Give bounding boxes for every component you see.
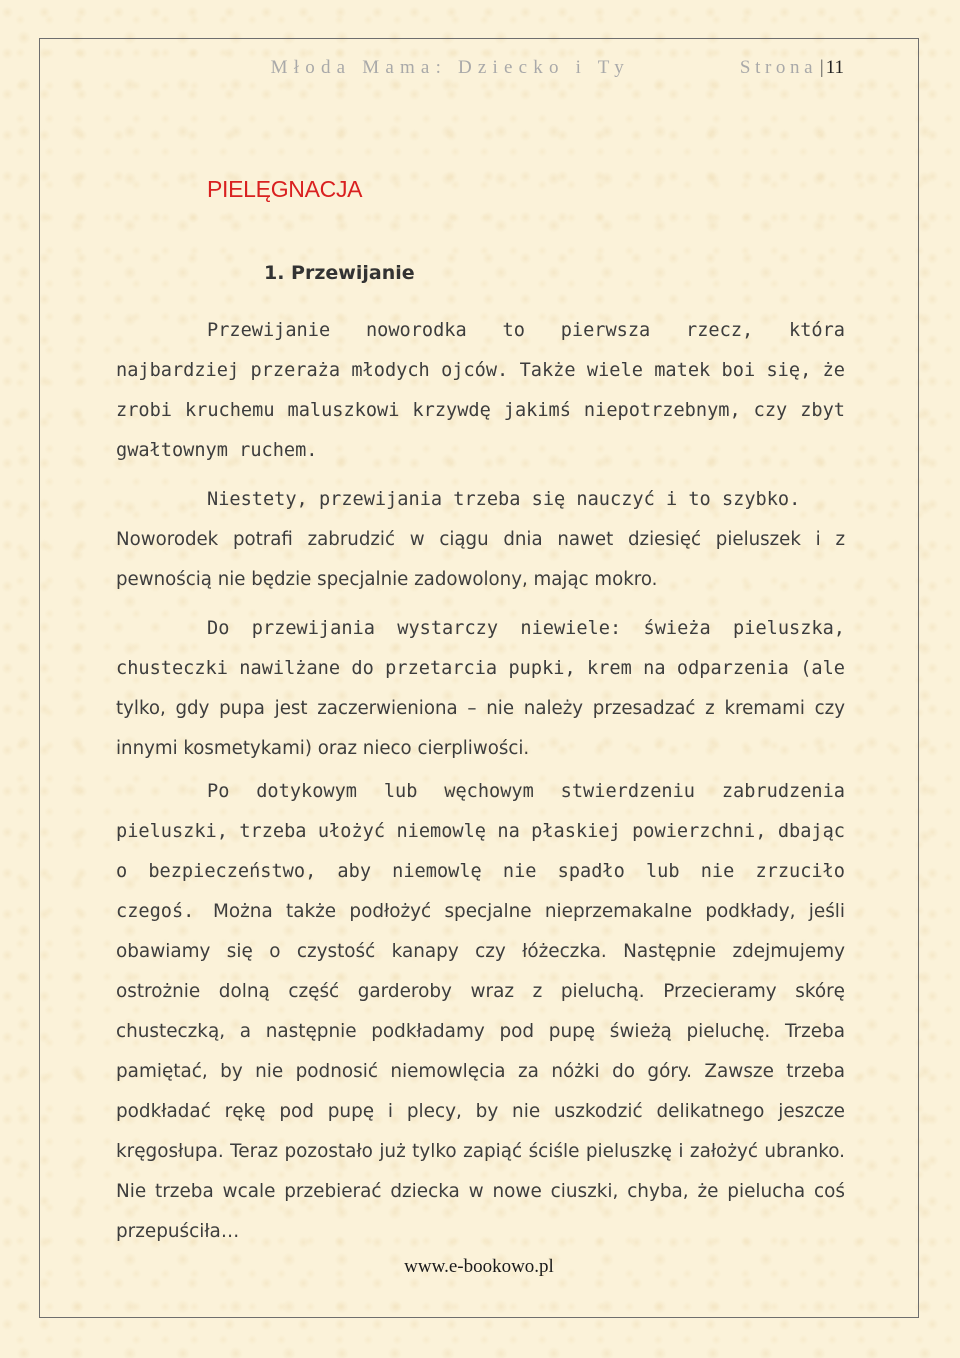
page-header	[40, 57, 844, 79]
paragraph-3-first-part: Do przewijania wystarczy niewiele: świeża pieluszka, chusteczki nawilżane do przetarcia pupki, krem na odparzenia (ale	[116, 618, 845, 679]
header-separator: |	[819, 57, 824, 78]
page-label: Strona	[739, 57, 818, 78]
book-title: Młoda Mama: Dziecko i Ty	[270, 57, 630, 78]
paragraph-2-first-line: Niestety, przewijania trzeba się nauczyć i to szybko.	[207, 489, 801, 510]
paragraph-3	[116, 609, 845, 769]
page-number: 11	[825, 57, 844, 78]
paragraph-4-first-part: Po dotykowym lub węchowym stwierdzeniu zabrudzenia pieluszki, trzeba ułożyć niemowlę na płaskiej powierzchni, dbając o bezpieczeństwo, aby niemowlę nie spadło lub nie zrzuciło czegoś.	[116, 781, 845, 922]
footer-url: www.e-bookowo.pl	[404, 1256, 554, 1277]
chapter-heading: PIELĘGNACJA	[207, 176, 363, 202]
page-frame	[39, 38, 919, 1318]
paragraph-2-rest: Noworodek potrafi zabrudzić w ciągu dnia nawet dziesięć pieluszek i z pewnością nie będzie specjalnie zadowolony, mając mokro.	[116, 529, 845, 590]
section-heading: 1. Przewijanie	[264, 262, 415, 284]
paragraph-1: Przewijanie noworodka to pierwsza rzecz, która najbardziej przeraża młodych ojców. Także wiele matek boi się, że zrobi kruchemu maluszkowi krzywdę jakimś niepotrzebnym, czy zbyt gwałtownym ruchem.	[116, 320, 845, 461]
paragraph-4-rest: Można także podłożyć specjalne nieprzemakalne podkłady, jeśli obawiamy się o czystość kanapy czy łóżeczka. Następnie zdejmujemy ostrożnie dolną część garderoby wraz z pieluchą. Przecieramy skórę chusteczką, a następnie podkładamy pod pupę świeżą pieluchę. Trzeba pamiętać, by nie podnosić niemowlęcia za nóżki do góry. Zawsze trzeba podkładać rękę pod pupę i plecy, by nie uszkodzić delikatnego jeszcze kręgosłupa. Teraz pozostało już tylko zapiąć ściśle pieluszkę i założyć ubranko. Nie trzeba wcale przebierać dziecka w nowe ciuszki, chyba, że pielucha coś przepuściła…	[116, 901, 845, 1242]
paragraph-4	[116, 772, 845, 1252]
paragraph-3-rest: tylko, gdy pupa jest zaczerwieniona – nie należy przesadzać z kremami czy innymi kosmetykami) oraz nieco cierpliwości.	[116, 698, 845, 759]
